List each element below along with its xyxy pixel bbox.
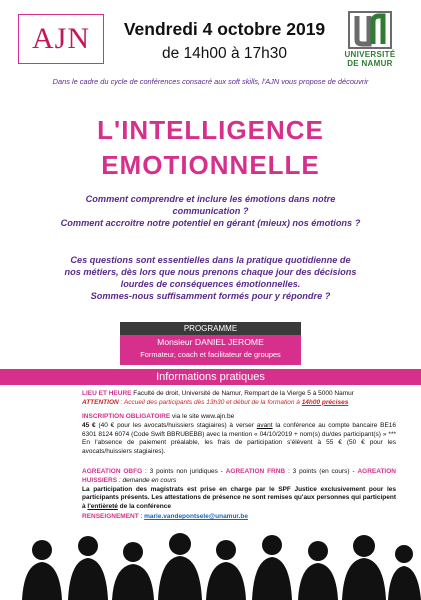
magistrates-note-end: de la conférence <box>117 503 171 511</box>
magistrates-note-underline: l'entièreté <box>87 503 118 511</box>
event-date: Vendredi 4 octobre 2019 <box>123 19 326 39</box>
essential-line-1: Ces questions sont essentielles dans la pratique quotidienne de <box>70 255 351 265</box>
university-name-line1: UNIVERSITÉ <box>344 50 396 59</box>
registration-label: INSCRIPTION OBLIGATOIRE <box>82 413 171 420</box>
programme-header: PROGRAMME <box>120 322 301 335</box>
question-1b: communication ? <box>172 206 249 216</box>
registration-text: via le site www.ajn.be <box>170 413 235 420</box>
main-title-line1: L'INTELLIGENCE <box>97 115 324 145</box>
attention-text: : Accueil des participants dès 13h30 et début de la formation à <box>118 398 302 406</box>
contact-section <box>82 513 396 522</box>
question-1a: Comment comprendre et inclure les émotions dans notre <box>85 194 336 204</box>
essential-block <box>60 254 361 302</box>
agreation-frnb-text: : 3 points (en cours) - <box>285 468 358 475</box>
agreation-huissiers-label: AGREATION HUISSIERS <box>82 468 396 484</box>
essential-line-4: Sommes-nous suffisamment formés pour y répondre ? <box>90 291 331 301</box>
price-avant: avant <box>256 421 273 429</box>
essential-line-3: lourdes de conséquences émotionnelles. <box>120 279 301 289</box>
unamur-emblem-icon <box>347 10 393 50</box>
info-header: Informations pratiques <box>0 369 421 385</box>
essential-line-2: nos métiers, dès lors que nous prenons chaque jour des décisions <box>64 267 357 277</box>
people-silhouettes-image <box>0 530 421 600</box>
accreditation-section <box>82 468 396 512</box>
price: 45 € <box>82 421 96 429</box>
price-text-1: (40 € pour les avocats/huissiers stagiaires) à verser <box>95 421 257 429</box>
speaker-role: Formateur, coach et facilitateur de groupes <box>140 350 281 359</box>
event-time: de 14h00 à 17h30 <box>162 45 287 62</box>
question-2: Comment accroitre notre potentiel en gérant (mieux) nos émotions ? <box>60 218 361 228</box>
contact-label: RENSEIGNEMENT <box>82 513 139 520</box>
registration-section <box>82 413 396 457</box>
intro-text: Dans le cadre du cycle de conférences consacré aux soft skills, l'AJN vous propose de découvrir <box>52 77 369 86</box>
attention-label: ATTENTION <box>82 398 119 406</box>
main-title-line2: EMOTIONNELLE <box>101 150 320 180</box>
location-label: LIEU ET HEURE <box>82 390 132 397</box>
location-text: Faculté de droit, Université de Namur, Rempart de la Vierge 5 à 5000 Namur <box>131 390 354 397</box>
location-section <box>82 390 396 408</box>
contact-separator: : <box>138 513 145 520</box>
ajn-logo-text: AJN <box>31 22 90 55</box>
agreation-huissiers-text: : demande en cours <box>117 476 177 484</box>
questions-block <box>40 193 381 229</box>
agreation-obfg-label: AGREATION OBFG <box>82 468 143 475</box>
attention-time: 14h00 précises <box>301 398 349 406</box>
speaker-name: Monsieur DANIEL JEROME <box>157 337 264 347</box>
agreation-obfg-text: : 3 points non juridiques - <box>142 468 226 475</box>
university-name-line2: DE NAMUR <box>347 59 393 68</box>
contact-email-link[interactable]: marie.vandepontsele@unamur.be <box>144 513 248 520</box>
unamur-logo <box>335 10 405 70</box>
price-text-2: la conférence au compte bancaire BE16 6301 8124 6074 (Code Swift BBRUBEBB) avec la mention « 04/10/2019 + nom(s) du/des participant(s) » *** En l'absence de paiement préalable, les frais de participation s'élèvent à 55 € (50 € pour les avocats/huissiers stagiaires). <box>82 421 397 456</box>
magistrates-note: La participation des magistrats est prise en charge par le SPF Justice exclusivement pour les participants présents. Les attestations de présence ne sont remises qu'aux personnes qui participent à <box>82 485 396 511</box>
ajn-logo <box>18 14 104 64</box>
agreation-frnb-label: AGREATION FRNB <box>225 468 286 475</box>
speaker-box <box>120 335 301 365</box>
